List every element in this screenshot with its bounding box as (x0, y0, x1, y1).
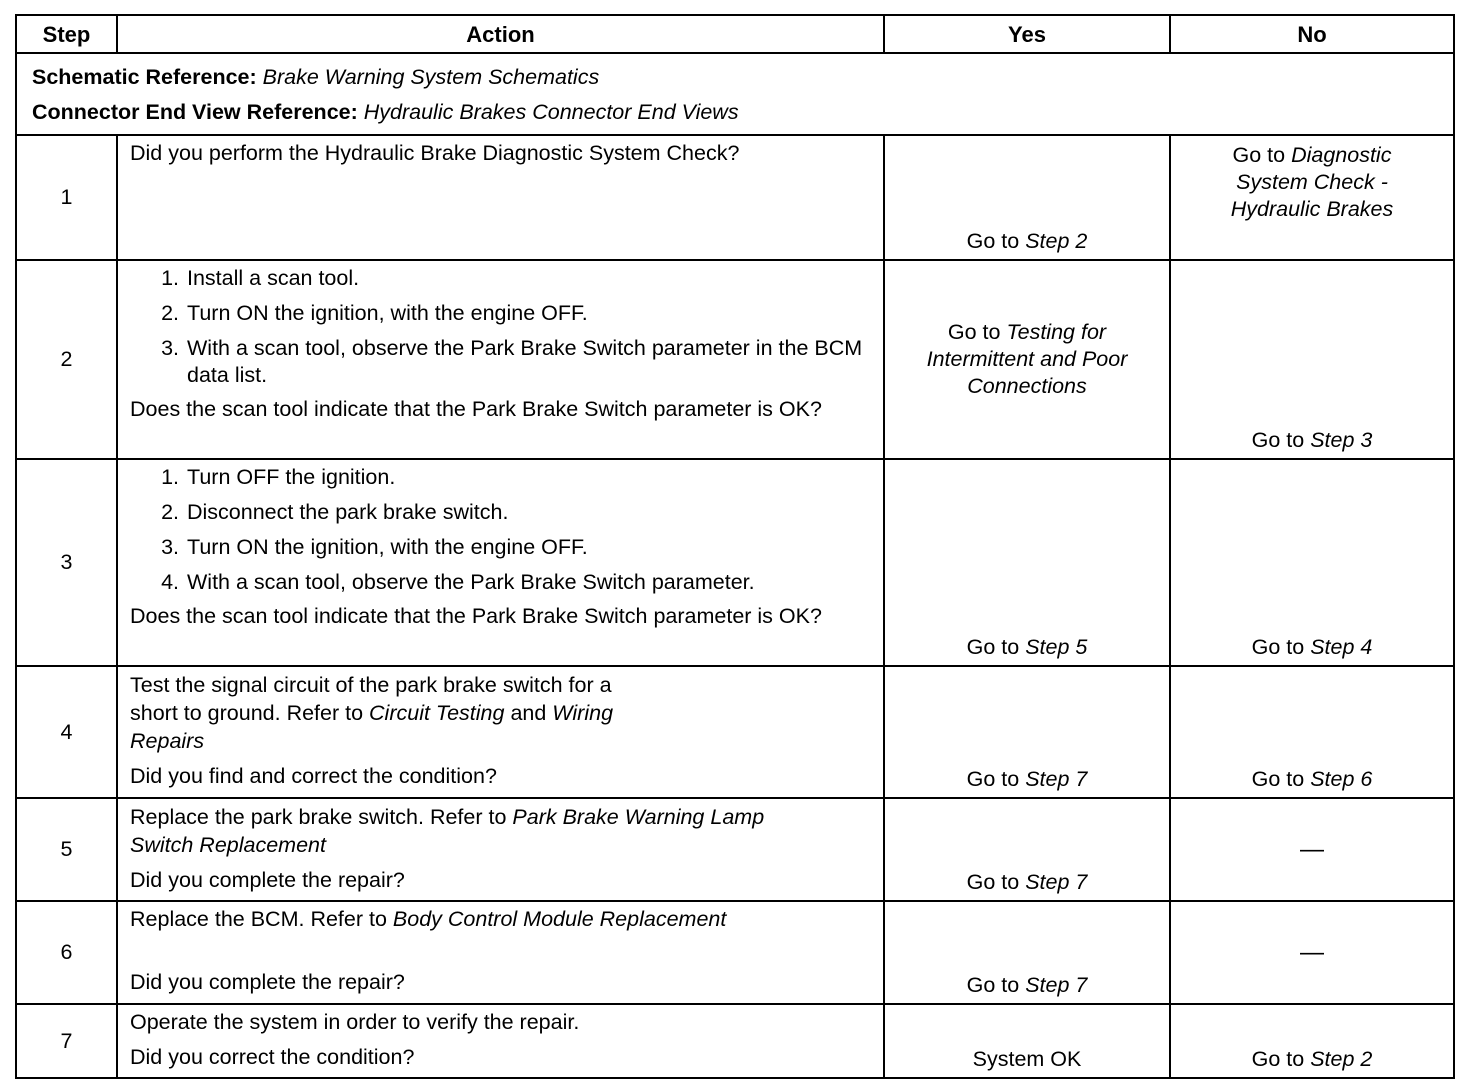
action-question: Did you perform the Hydraulic Brake Diagnostic System Check? (130, 141, 740, 165)
reference-link[interactable]: Park Brake Warning Lamp Switch Replacement (130, 805, 765, 857)
no-prefix: Go to (1251, 1047, 1311, 1071)
reference-row (16, 53, 1454, 135)
header-no: No (1170, 15, 1454, 53)
action-steps-list (130, 464, 869, 596)
action-cell (117, 459, 884, 666)
yes-text: System OK (972, 1047, 1082, 1071)
step-number: 1 (16, 135, 117, 260)
list-item: 1. Install a scan tool. (185, 265, 869, 292)
reference-link[interactable]: Body Control Module Replacement (392, 907, 727, 931)
no-cell (1170, 798, 1454, 901)
action-cell (117, 901, 884, 1004)
action-question: Does the scan tool indicate that the Park Brake Switch parameter is OK? (130, 397, 822, 421)
yes-link[interactable]: Step 7 (1025, 870, 1088, 894)
step-number: 3 (16, 459, 117, 666)
action-cell (117, 260, 884, 459)
action-instruction: Operate the system in order to verify the repair. (130, 1010, 580, 1034)
no-cell (1170, 1004, 1454, 1078)
list-item: 2. Disconnect the park brake switch. (185, 499, 869, 526)
action-question: Does the scan tool indicate that the Park Brake Switch parameter is OK? (130, 604, 822, 628)
yes-link[interactable]: Step 7 (1025, 973, 1088, 997)
schematic-reference (32, 60, 1453, 95)
list-item: 2. Turn ON the ignition, with the engine OFF. (185, 300, 869, 327)
yes-cell (884, 798, 1170, 901)
yes-cell (884, 1004, 1170, 1078)
yes-cell (884, 135, 1170, 260)
yes-prefix: Go to (966, 767, 1026, 791)
no-link[interactable]: Step 6 (1310, 767, 1373, 791)
no-cell (1170, 459, 1454, 666)
table-row (16, 666, 1454, 798)
yes-link[interactable]: Step 5 (1025, 635, 1088, 659)
connector-reference-link[interactable]: Hydraulic Brakes Connector End Views (363, 100, 739, 124)
table-row (16, 798, 1454, 901)
no-cell (1170, 260, 1454, 459)
yes-cell (884, 901, 1170, 1004)
no-cell (1170, 666, 1454, 798)
step-number: 7 (16, 1004, 117, 1078)
list-item: 1. Turn OFF the ignition. (185, 464, 869, 491)
table-row (16, 260, 1454, 459)
yes-prefix: Go to (966, 635, 1026, 659)
yes-prefix: Go to (966, 973, 1026, 997)
table-row (16, 135, 1454, 260)
list-item: 4. With a scan tool, observe the Park Brake Switch parameter. (185, 569, 869, 596)
action-question: Did you find and correct the condition? (130, 764, 497, 788)
header-row (16, 15, 1454, 53)
schematic-reference-link[interactable]: Brake Warning System Schematics (262, 65, 600, 89)
no-link[interactable]: Diagnostic System Check - Hydraulic Brakes (1230, 143, 1394, 221)
yes-prefix: Go to (966, 870, 1026, 894)
yes-link[interactable]: Testing for Intermittent and Poor Connections (926, 320, 1128, 398)
step-number: 4 (16, 666, 117, 798)
no-prefix: Go to (1251, 428, 1311, 452)
list-item: 3. Turn ON the ignition, with the engine OFF. (185, 534, 869, 561)
yes-prefix: Go to (947, 320, 1007, 344)
no-dash: — (1300, 835, 1324, 863)
schematic-reference-label: Schematic Reference: (32, 65, 257, 89)
action-steps-list (130, 265, 869, 389)
action-instruction: Replace the BCM. Refer to Body Control Module Replacement (130, 907, 727, 931)
no-link[interactable]: Step 3 (1310, 428, 1373, 452)
connector-reference (32, 95, 1453, 130)
reference-link[interactable]: Wiring Repairs (130, 701, 614, 753)
action-instruction: Test the signal circuit of the park brake switch for a short to ground. Refer to Circuit Testing and Wiring Repairs (130, 673, 614, 753)
reference-link[interactable]: Circuit Testing (369, 701, 505, 725)
action-cell (117, 1004, 884, 1078)
table-row (16, 901, 1454, 1004)
yes-link[interactable]: Step 2 (1025, 229, 1088, 253)
action-question: Did you correct the condition? (130, 1045, 415, 1069)
header-step: Step (16, 15, 117, 53)
list-item: 3. With a scan tool, observe the Park Brake Switch parameter in the BCM data list. (185, 335, 869, 389)
yes-cell (884, 459, 1170, 666)
action-question: Did you complete the repair? (130, 868, 405, 892)
step-number: 6 (16, 901, 117, 1004)
action-cell (117, 135, 884, 260)
action-question: Did you complete the repair? (130, 970, 405, 994)
yes-link[interactable]: Step 7 (1025, 767, 1088, 791)
no-cell (1170, 901, 1454, 1004)
action-instruction: Replace the park brake switch. Refer to Park Brake Warning Lamp Switch Replacement (130, 805, 765, 857)
no-dash: — (1300, 938, 1324, 966)
header-yes: Yes (884, 15, 1170, 53)
no-prefix: Go to (1232, 143, 1292, 167)
diagnostic-table (15, 14, 1455, 1079)
yes-cell (884, 260, 1170, 459)
yes-prefix: Go to (966, 229, 1026, 253)
references-cell (16, 53, 1454, 135)
step-number: 5 (16, 798, 117, 901)
no-prefix: Go to (1251, 635, 1311, 659)
action-cell (117, 666, 884, 798)
yes-cell (884, 666, 1170, 798)
no-link[interactable]: Step 2 (1310, 1047, 1373, 1071)
table-row (16, 459, 1454, 666)
step-number: 2 (16, 260, 117, 459)
header-action: Action (117, 15, 884, 53)
no-link[interactable]: Step 4 (1310, 635, 1373, 659)
no-cell (1170, 135, 1454, 260)
no-prefix: Go to (1251, 767, 1311, 791)
action-cell (117, 798, 884, 901)
table-row (16, 1004, 1454, 1078)
connector-reference-label: Connector End View Reference: (32, 100, 358, 124)
